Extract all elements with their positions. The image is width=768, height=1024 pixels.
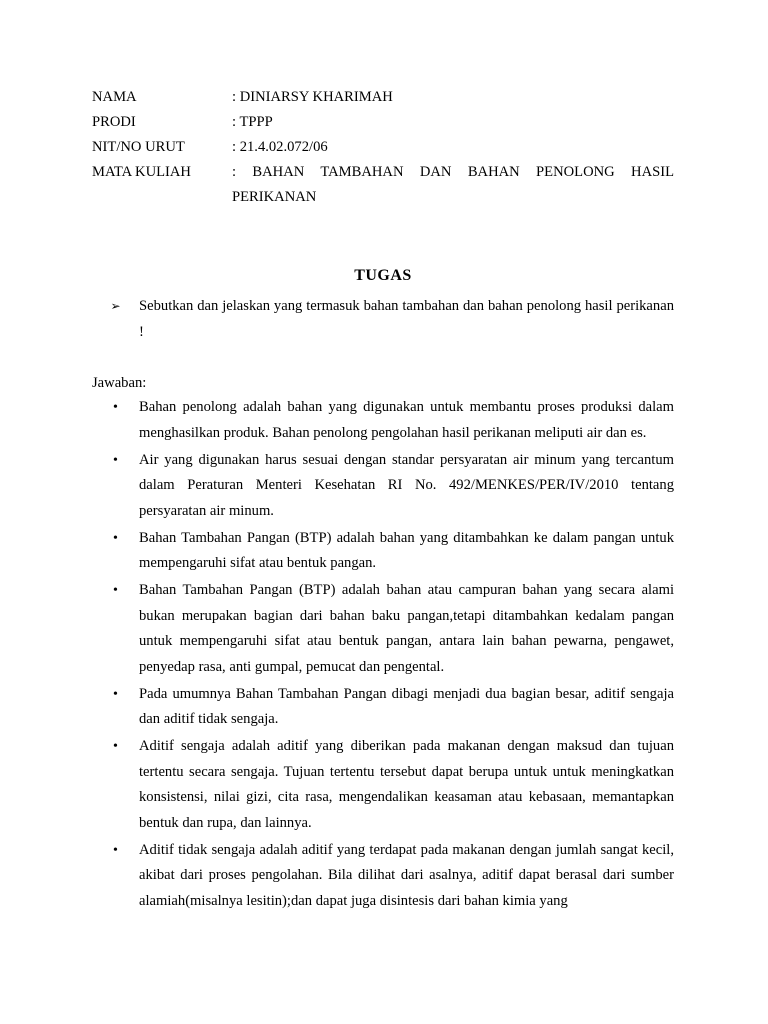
- info-value: : TPPP: [232, 114, 273, 130]
- list-item-text: Bahan Tambahan Pangan (BTP) adalah bahan yang ditambahkan ke dalam pangan untuk mempengaruhi sifat atau bentuk pangan.: [139, 529, 674, 571]
- bullet-icon: •: [113, 400, 118, 415]
- list-item-text: Air yang digunakan harus sesuai dengan standar persyaratan air minum yang tercantum dalam Peraturan Menteri Kesehatan RI No. 492/MENKES/PER/IV/2010 tentang persyaratan air minum.: [139, 451, 674, 519]
- document-title: TUGAS: [354, 267, 412, 284]
- list-item-text: Bahan Tambahan Pangan (BTP) adalah bahan atau campuran bahan yang secara alami bukan merupakan bagian dari bahan baku pangan,tetapi ditambahkan kedalam pangan untuk mempengaruhi sifat atau bentuk pangan, antara lain bahan pewarna, pengawet, penyedap rasa, anti gumpal, pemucat dan pengental.: [139, 582, 674, 675]
- list-item-text: Bahan penolong adalah bahan yang digunakan untuk membantu proses produksi dalam menghasilkan produk. Bahan penolong pengolahan hasil perikanan meliputi air dan es.: [139, 399, 674, 441]
- bullet-icon: •: [113, 583, 118, 598]
- answer-label: Jawaban:: [92, 375, 147, 391]
- list-item: [92, 838, 674, 915]
- answer-list: [92, 395, 674, 916]
- bullet-icon: •: [113, 739, 118, 754]
- info-row-mata-kuliah: [92, 160, 674, 210]
- task-section: [92, 293, 674, 345]
- list-item: [92, 448, 674, 525]
- bullet-icon: •: [113, 686, 118, 702]
- info-row-nama: [92, 85, 674, 110]
- bullet-icon: •: [113, 842, 118, 858]
- arrow-bullet-icon: ➢: [110, 299, 121, 313]
- list-item-text: Aditif sengaja adalah aditif yang diberikan pada makanan dengan maksud dan tujuan tertentu secara sengaja. Tujuan tertentu tersebut dapat berupa untuk untuk meningkatkan konsistensi, nilai gizi, cita rasa, mengendalikan keasaman atau kebasaan, memantapkan bentuk dan rupa, dan lainnya.: [139, 738, 674, 831]
- list-item: [92, 578, 674, 680]
- list-item: [92, 395, 674, 446]
- info-value: : 21.4.02.072/06: [232, 139, 328, 155]
- info-label: NAMA: [92, 89, 137, 105]
- list-item-text: Aditif tidak sengaja adalah aditif yang terdapat pada makanan dengan jumlah sangat kecil, akibat dari proses pengolahan. Bila dilihat dari asalnya, aditif dapat berasal dari sumber alamiah(misalnya lesitin);dan dapat juga disintesis dari bahan kimia yang: [139, 841, 674, 909]
- bullet-icon: •: [113, 530, 118, 546]
- info-row-nit: [92, 135, 674, 160]
- list-item: [92, 526, 674, 577]
- list-item: [92, 682, 674, 733]
- info-value: : BAHAN TAMBAHAN DAN BAHAN PENOLONG HASIL PERIKANAN: [232, 164, 674, 205]
- info-label: NIT/NO URUT: [92, 139, 185, 155]
- task-text: Sebutkan dan jelaskan yang termasuk bahan tambahan dan bahan penolong hasil perikanan !: [139, 298, 674, 340]
- info-value: : DINIARSY KHARIMAH: [232, 89, 393, 105]
- list-item: [92, 734, 674, 836]
- list-item-text: Pada umumnya Bahan Tambahan Pangan dibagi menjadi dua bagian besar, aditif sengaja dan aditif tidak sengaja.: [139, 685, 674, 727]
- bullet-icon: •: [113, 452, 118, 468]
- student-info: [92, 85, 674, 210]
- info-row-prodi: [92, 110, 674, 135]
- info-label: PRODI: [92, 114, 136, 130]
- info-label: MATA KULIAH: [92, 164, 191, 180]
- task-item: [92, 293, 674, 345]
